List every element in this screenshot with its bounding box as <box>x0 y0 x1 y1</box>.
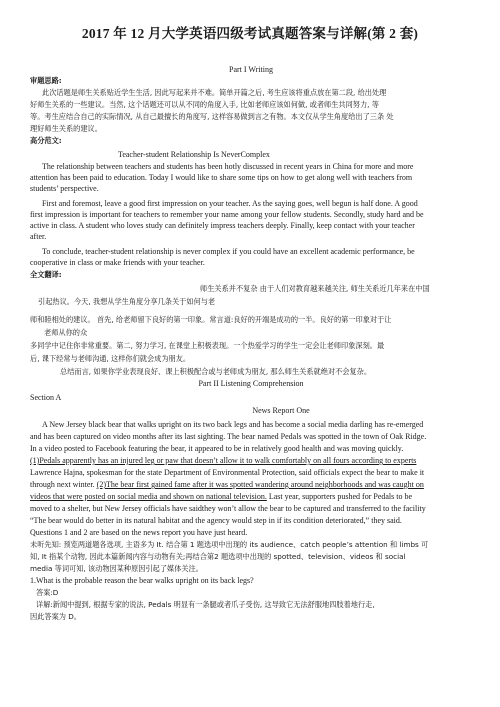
essay-line-8: To conclude, teacher-student relationship is never complex if you could have an excellent academic performance, be <box>42 247 415 256</box>
translation-line-4: 老师从你的众 <box>44 328 88 337</box>
translation-line-5: 多同学中记住你非常重要。第二, 努力学习, 在课堂上积极表现。一个热爱学习的学生一定会让老师印象深刻。最 <box>30 341 385 350</box>
news-line-8: moved to a shelter, but New Jersey officials have saidthey won’t allow the bear to be captured and transferred to the facility <box>30 504 426 513</box>
news-line-2: and has been captured on video months after its last sighting. The bear named Pedals was spotted in the town of Oak Ridge. <box>30 432 427 441</box>
essay-line-1: The relationship between teachers and students has been hotly discussed in recent years in China for more and more <box>42 162 414 171</box>
news-line-7-plain: Last year, supporters pushed for Pedals to be <box>266 492 413 501</box>
questions-intro: Questions 1 and 2 are based on the news report you have just heard. <box>30 528 248 537</box>
thinking-line-1: 此次话题是师生关系贴近学生生活, 因此写起来并不难。简单开篇之后, 考生应该将重点放在第二段, 给出处理 <box>42 88 387 97</box>
thinking-line-4: 理好师生关系的建议。 <box>30 124 102 133</box>
news-line-3: In a video posted to Facebook featuring the bear, it appeared to be in relatively good health and was moving quickly. <box>30 444 404 453</box>
news-line-4: (1)Pedals apparently has an injured leg or paw that doesn’t allow it to walk comfortably on all fours according to experts <box>30 456 417 465</box>
preview-line-2: 知, It 指某个动物, 因此本篇新闻内容与动物有关;再结合第2 题选项中出现的 spotted、television、videos 和 social <box>30 552 406 561</box>
essay-line-6: active in class. A student who loves study can definitely impress teachers deeply. Finally, keep contact with your teacher <box>30 221 415 230</box>
detail-line-2: 因此答案为 D。 <box>30 612 81 621</box>
thinking-label: 审题思路: <box>30 76 62 85</box>
essay-line-7: after. <box>30 232 47 241</box>
news-title: News Report One <box>252 406 310 415</box>
translation-line-1: 师生关系并不复杂 由于人们对教育越来越关注, 师生关系近几年来在中国 <box>200 284 430 293</box>
question-1: 1.What is the probable reason the bear walks upright on its back legs? <box>30 576 254 585</box>
essay-line-3: students’ perspective. <box>30 184 99 193</box>
essay-line-4: First and foremost, leave a good first impression on your teacher. As the saying goes, well begun is half done. A good <box>42 199 418 208</box>
detail-line-1: 详解:新闻中提到, 根据专家的说法, Pedals 明显有一条腿或者爪子受伤, 这导致它无法舒服地四肢着地行走, <box>36 600 375 609</box>
news-line-6 <box>30 479 472 490</box>
news-line-5: Lawrence Hajna, spokesman for the state Department of Environmental Protection, said officials expect the bear to make it <box>30 468 425 477</box>
section-label: Section A <box>30 393 62 402</box>
part-2-heading: Part II Listening Comprehension <box>198 379 304 388</box>
essay-line-9: cooperative in class or make friends with your teacher. <box>30 258 205 267</box>
news-line-7 <box>30 491 472 502</box>
translation-line-7: 总结而言, 如果你学业表现良好、课上积极配合或与老师成为朋友, 那么师生关系就绝对不会复杂。 <box>60 367 372 376</box>
news-line-9: “The bear would do better in its natural habitat and the agency would step in if its condition deteriorated,” they said. <box>30 516 402 525</box>
essay-line-5: first impression is important for teachers to remember your name among your fellow students. Secondly, study hard and be <box>30 210 424 219</box>
translation-line-3: 师和睦相处的建议。 首先, 给老师留下良好的第一印象。常言道:良好的开端是成功的一半。良好的第一印象对于让 <box>30 315 392 324</box>
news-line-6-plain: through next winter. <box>30 480 97 489</box>
news-line-6-underlined: (2)The bear first gained fame after it was spotted wandering around neighborhoods and was caught on <box>96 480 424 489</box>
thinking-line-2: 好师生关系的一些建议。当然, 这个话题还可以从不同的角度入手, 比如老师应该如何做, 或者师生共同努力, 等 <box>30 100 379 109</box>
document-title: 2017 年 12 月大学英语四级考试真题答案与详解(第 2 套) <box>81 26 419 41</box>
translation-label: 全文翻译: <box>30 270 62 279</box>
sample-label: 高分范文: <box>30 136 62 145</box>
thinking-line-3: 等。考生应结合自己的实际情况, 从自己最擅长的角度写, 这样容易做到言之有物。本文仅从学生角度给出了三条 处 <box>30 112 394 121</box>
essay-title: Teacher-student Relationship Is NeverComplex <box>118 150 270 159</box>
part-1-heading: Part I Writing <box>229 65 273 74</box>
news-line-7-underlined: videos that were posted on social media and shown on national television. <box>30 492 267 501</box>
news-line-1: A New Jersey black bear that walks upright on its two back legs and has become a social media darling has re-emerged <box>42 420 424 429</box>
answer-1: 答案:D <box>36 588 59 597</box>
preview-line-3: media 等词可知, 该动物因某种原因引起了媒体关注。 <box>30 564 203 573</box>
translation-line-6: 后, 课下经常与老师沟通, 这样你们就会成为朋友。 <box>30 354 191 363</box>
preview-line-1: 未听先知: 预览两道题各选项, 主语多为 It. 结合第 1 题选项中出现的 its audience、catch people’s attention 和 limbs 可 <box>30 540 429 549</box>
essay-line-2: attention has been paid to education. Today I would like to share some tips on how to get along well with teachers from <box>30 173 413 182</box>
translation-line-2: 引起热议。今天, 我想从学生角度分享几条关于如何与老 <box>38 297 216 306</box>
